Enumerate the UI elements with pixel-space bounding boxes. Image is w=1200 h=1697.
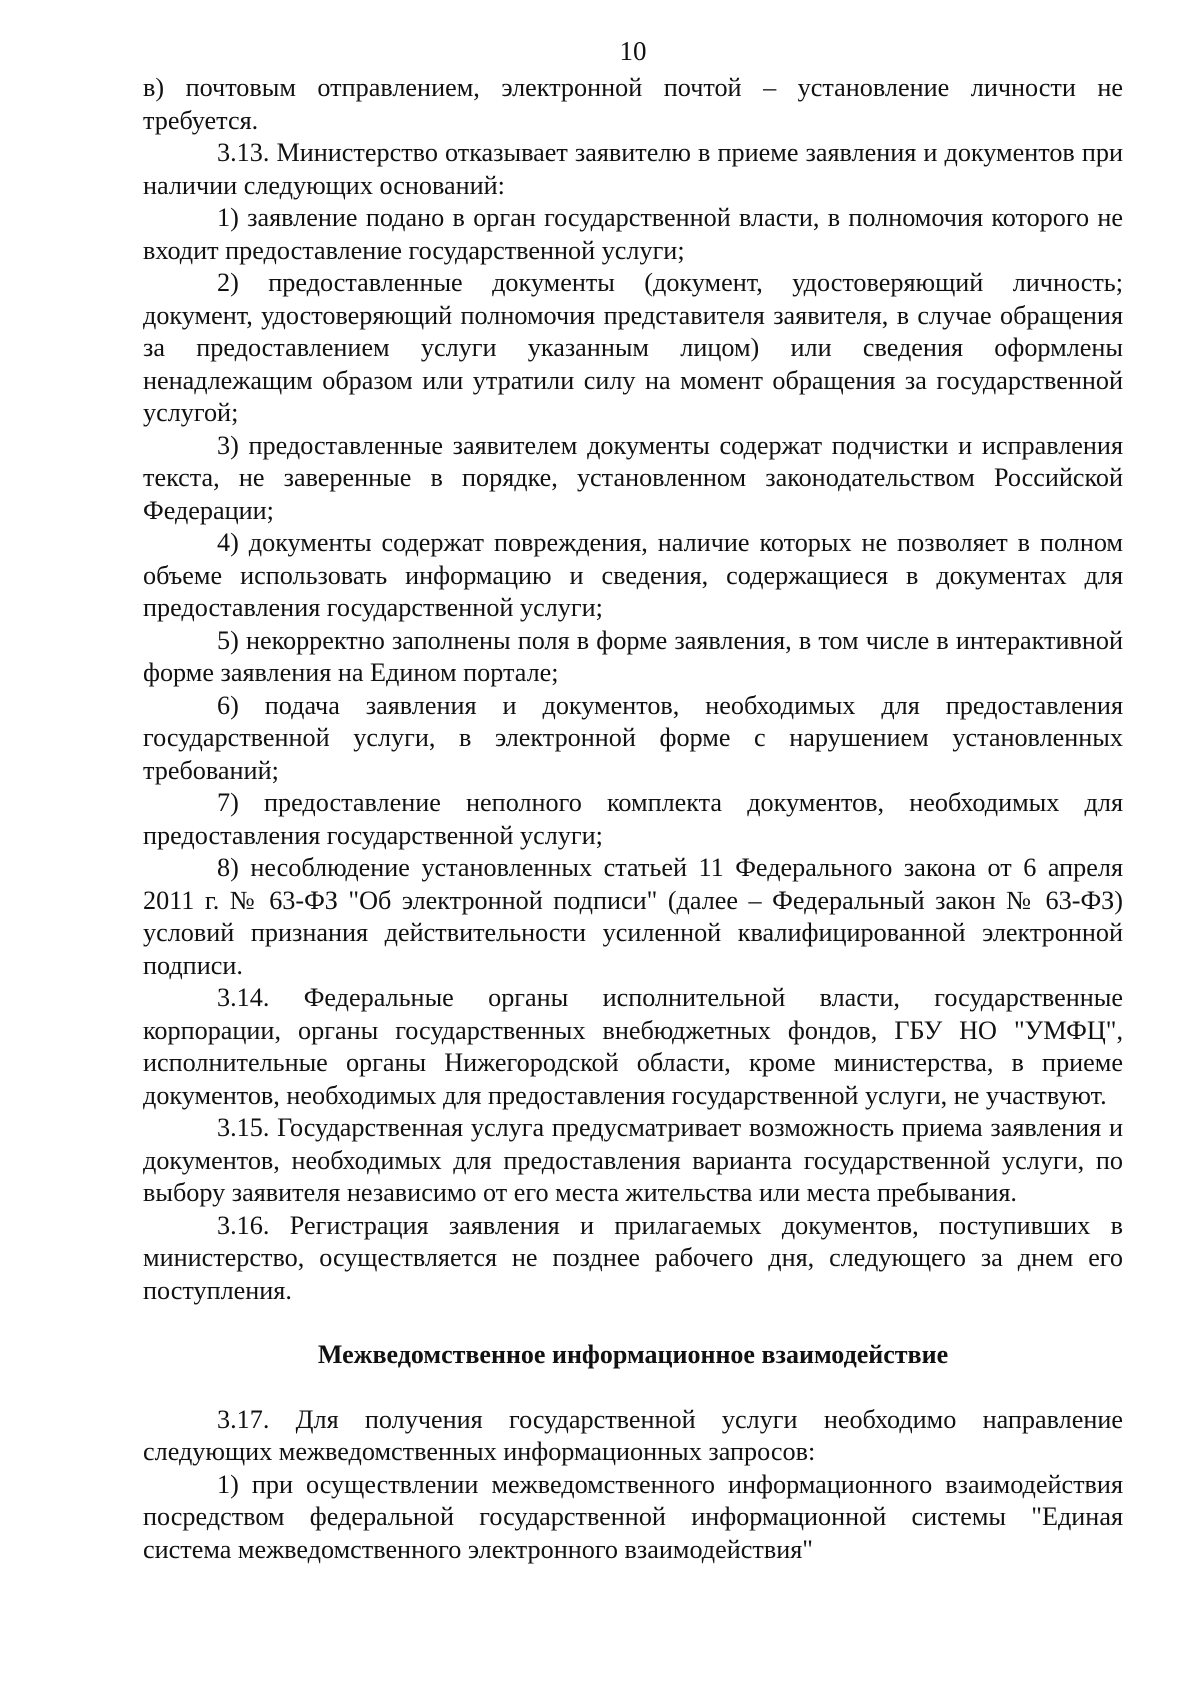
paragraph-3-14: 3.14. Федеральные органы исполнительной власти, государственные корпорации, органы государственных внебюджетных фондов, ГБУ НО "УМФЦ", исполнительные органы Нижегородской области, кроме министерства, в приеме документов, необходимых для предоставления государственной услуги, не участвуют. <box>143 983 1123 1110</box>
list-item-4: 4) документы содержат повреждения, наличие которых не позволяет в полном объеме использовать информацию и сведения, содержащиеся в документах для предоставления государственной услуги; <box>143 528 1123 622</box>
paragraph-3-17: 3.17. Для получения государственной услуги необходимо направление следующих межведомственных информационных запросов: <box>143 1404 1123 1466</box>
list-item-7: 7) предоставление неполного комплекта документов, необходимых для предоставления государственной услуги; <box>143 788 1123 850</box>
list-item-8: 8) несоблюдение установленных статьей 11 Федерального закона от 6 апреля 2011 г. № 63-ФЗ "Об электронной подписи" (далее – Федеральный закон № 63-ФЗ) условий признания действительности усиленной квалифицированной электронной подписи. <box>143 853 1123 980</box>
list-item-2: 2) предоставленные документы (документ, удостоверяющий личность; документ, удостоверяющий полномочия представителя заявителя, в случае обращения за предоставлением услуги указанным лицом) или сведения оформлены ненадлежащим образом или утратили силу на момент обращения за государственной услугой; <box>143 268 1123 427</box>
list-item-5: 5) некорректно заполнены поля в форме заявления, в том числе в интерактивной форме заявления на Едином портале; <box>143 625 1123 687</box>
paragraph-3-13: 3.13. Министерство отказывает заявителю в приеме заявления и документов при наличии следующих оснований: <box>143 138 1123 200</box>
list-item-3-17-1: 1) при осуществлении межведомственного информационного взаимодействия посредством федеральной государственной информационной системы "Единая система межведомственного электронного взаимодействия" <box>143 1469 1123 1564</box>
list-item-6: 6) подача заявления и документов, необходимых для предоставления государственной услуги, в электронной форме с нарушением установленных требований; <box>143 690 1123 785</box>
section-heading: Межведомственное информационное взаимодействие <box>317 1340 949 1369</box>
list-item-1: 1) заявление подано в орган государственной власти, в полномочия которого не входит предоставление государственной услуги; <box>143 203 1123 265</box>
paragraph-3-16: 3.16. Регистрация заявления и прилагаемых документов, поступивших в министерство, осуществляется не позднее рабочего дня, следующего за днем его поступления. <box>143 1210 1123 1305</box>
paragraph-3-15: 3.15. Государственная услуга предусматривает возможность приема заявления и документов, необходимых для предоставления варианта государственной услуги, по выбору заявителя независимо от его места жительства или места пребывания. <box>143 1113 1123 1207</box>
paragraph-3-12-v-continuation: в) почтовым отправлением, электронной почтой – установление личности не требуется. <box>143 73 1123 135</box>
document-body <box>143 72 1123 1566</box>
page-number: 10 <box>619 36 647 66</box>
list-item-3: 3) предоставленные заявителем документы содержат подчистки и исправления текста, не заверенные в порядке, установленном законодательством Российской Федерации; <box>143 430 1123 525</box>
